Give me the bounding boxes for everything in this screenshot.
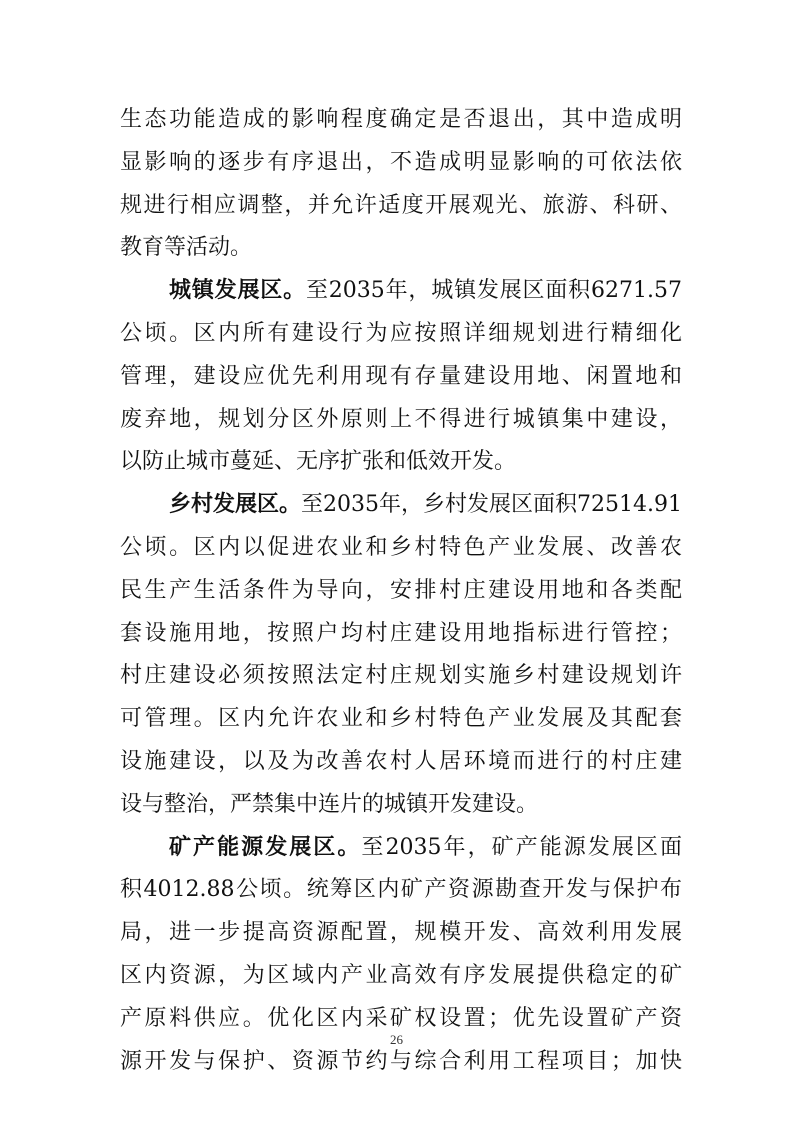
text-line: 管理，建设应优先利用现有存量建设用地、闲置地和 [120,363,682,389]
text-line [120,484,682,527]
section-heading-rural: 乡村发展区。 [169,492,302,518]
section-heading-urban: 城镇发展区。 [169,278,306,304]
text-line: 区内资源，为区域内产业高效有序发展提供稳定的矿 [120,962,682,988]
text-line: 源开发与保护、资源节约与综合利用工程项目；加快 [120,1048,682,1074]
text-line: 教育等活动。 [120,235,253,261]
text-line [120,270,682,313]
body-text [120,99,682,1083]
text-line: 以防止城市蔓延、无序扩张和低效开发。 [120,449,517,475]
text-span: 至2035年，城镇发展区面积6271.57 [305,278,682,304]
text-line: 规进行相应调整，并允许适度开展观光、旅游、科研、 [120,192,682,218]
text-line: 村庄建设必须按照法定村庄规划实施乡村建设规划许 [120,663,682,689]
text-line: 局，进一步提高资源配置，规模开发、高效利用发展 [120,920,682,946]
text-line: 公顷。区内以促进农业和乡村特色产业发展、改善农 [120,534,682,560]
text-line: 显影响的逐步有序退出，不造成明显影响的可依法依 [120,149,682,175]
text-line: 设施建设，以及为改善农村人居环境而进行的村庄建 [120,748,682,774]
text-line: 套设施用地，按照户均村庄建设用地指标进行管控； [120,620,682,646]
page-number: 26 [390,1032,403,1047]
text-line: 生态功能造成的影响程度确定是否退出，其中造成明 [120,107,682,132]
text-line: 可管理。区内允许农业和乡村特色产业发展及其配套 [120,706,682,732]
text-line: 积4012.88公顷。统筹区内矿产资源勘查开发与保护布 [120,877,682,903]
text-line [120,827,682,870]
text-line: 产原料供应。优化区内采矿权设置；优先设置矿产资 [120,1005,682,1031]
text-span: 至2035年，矿产能源发展区面 [361,834,682,860]
text-line: 设与整治，严禁集中连片的城镇开发建设。 [120,791,539,817]
section-heading-mineral: 矿产能源发展区。 [169,834,362,860]
text-line: 民生产生活条件为导向，安排村庄建设用地和各类配 [120,577,682,603]
text-span: 至2035年，乡村发展区面积72514.91 [301,492,682,518]
text-line: 废弃地，规划分区外原则上不得进行城镇集中建设， [120,406,682,432]
text-line: 公顷。区内所有建设行为应按照详细规划进行精细化 [120,320,682,346]
